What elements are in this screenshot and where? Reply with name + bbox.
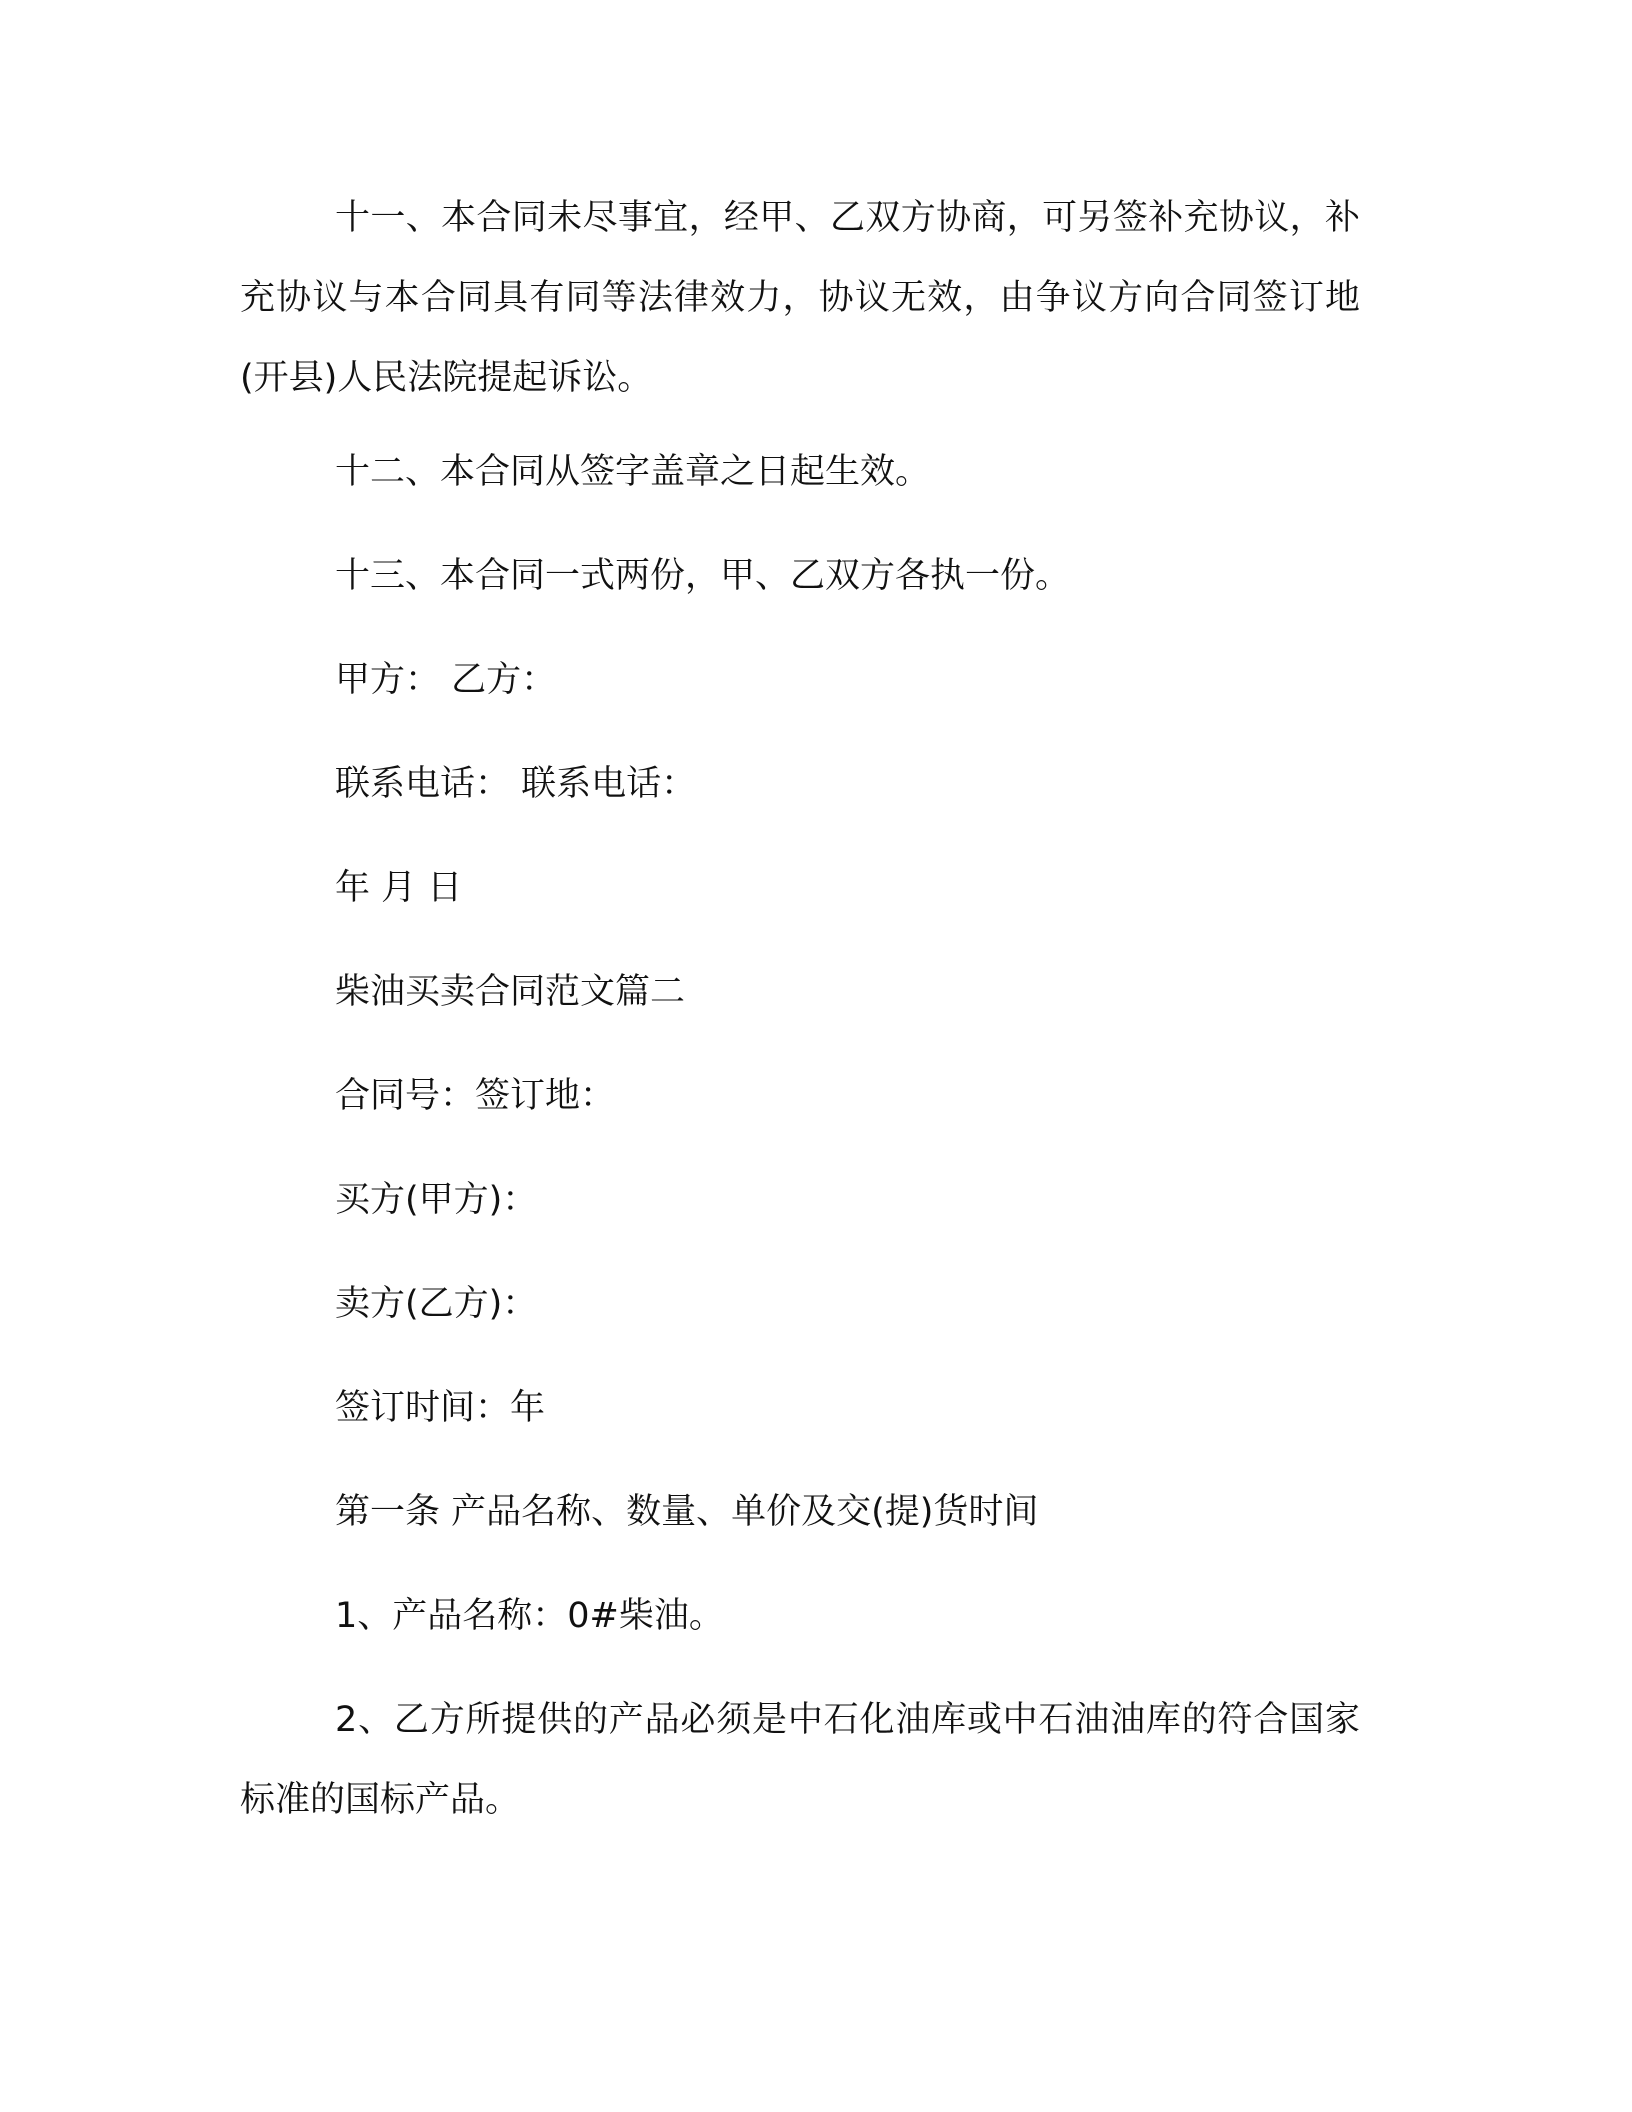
item-1-line: 1、产品名称：0#柴油。 [335,1596,724,1636]
seller-line: 卖方(乙方)： [335,1284,538,1324]
article-1-title: 第一条 产品名称、数量、单价及交(提)货时间 [335,1492,1039,1532]
date-line: 年 月 日 [335,868,463,908]
contract-number-line: 合同号：签订地： [335,1076,616,1116]
sign-time-line: 签订时间：年 [335,1388,546,1428]
clause-12-line: 十二、本合同从签字盖章之日起生效。 [335,452,931,492]
phone-line: 联系电话： 联系电话： [335,764,697,804]
clause-11-paragraph: 十一、本合同未尽事宜，经甲、乙双方协商，可另签补充协议，补充协议与本合同具有同等法律效力，协议无效，由争议方向合同签订地(开县)人民法院提起诉讼。 [240,198,1360,398]
buyer-line: 买方(甲方)： [335,1180,538,1220]
clause-13-line: 十三、本合同一式两份，甲、乙双方各执一份。 [335,556,1071,596]
item-2-paragraph: 2、乙方所提供的产品必须是中石化油库或中石油油库的符合国家标准的国标产品。 [240,1700,1360,1820]
parties-line: 甲方： 乙方： [335,660,557,700]
section-title: 柴油买卖合同范文篇二 [335,972,686,1012]
